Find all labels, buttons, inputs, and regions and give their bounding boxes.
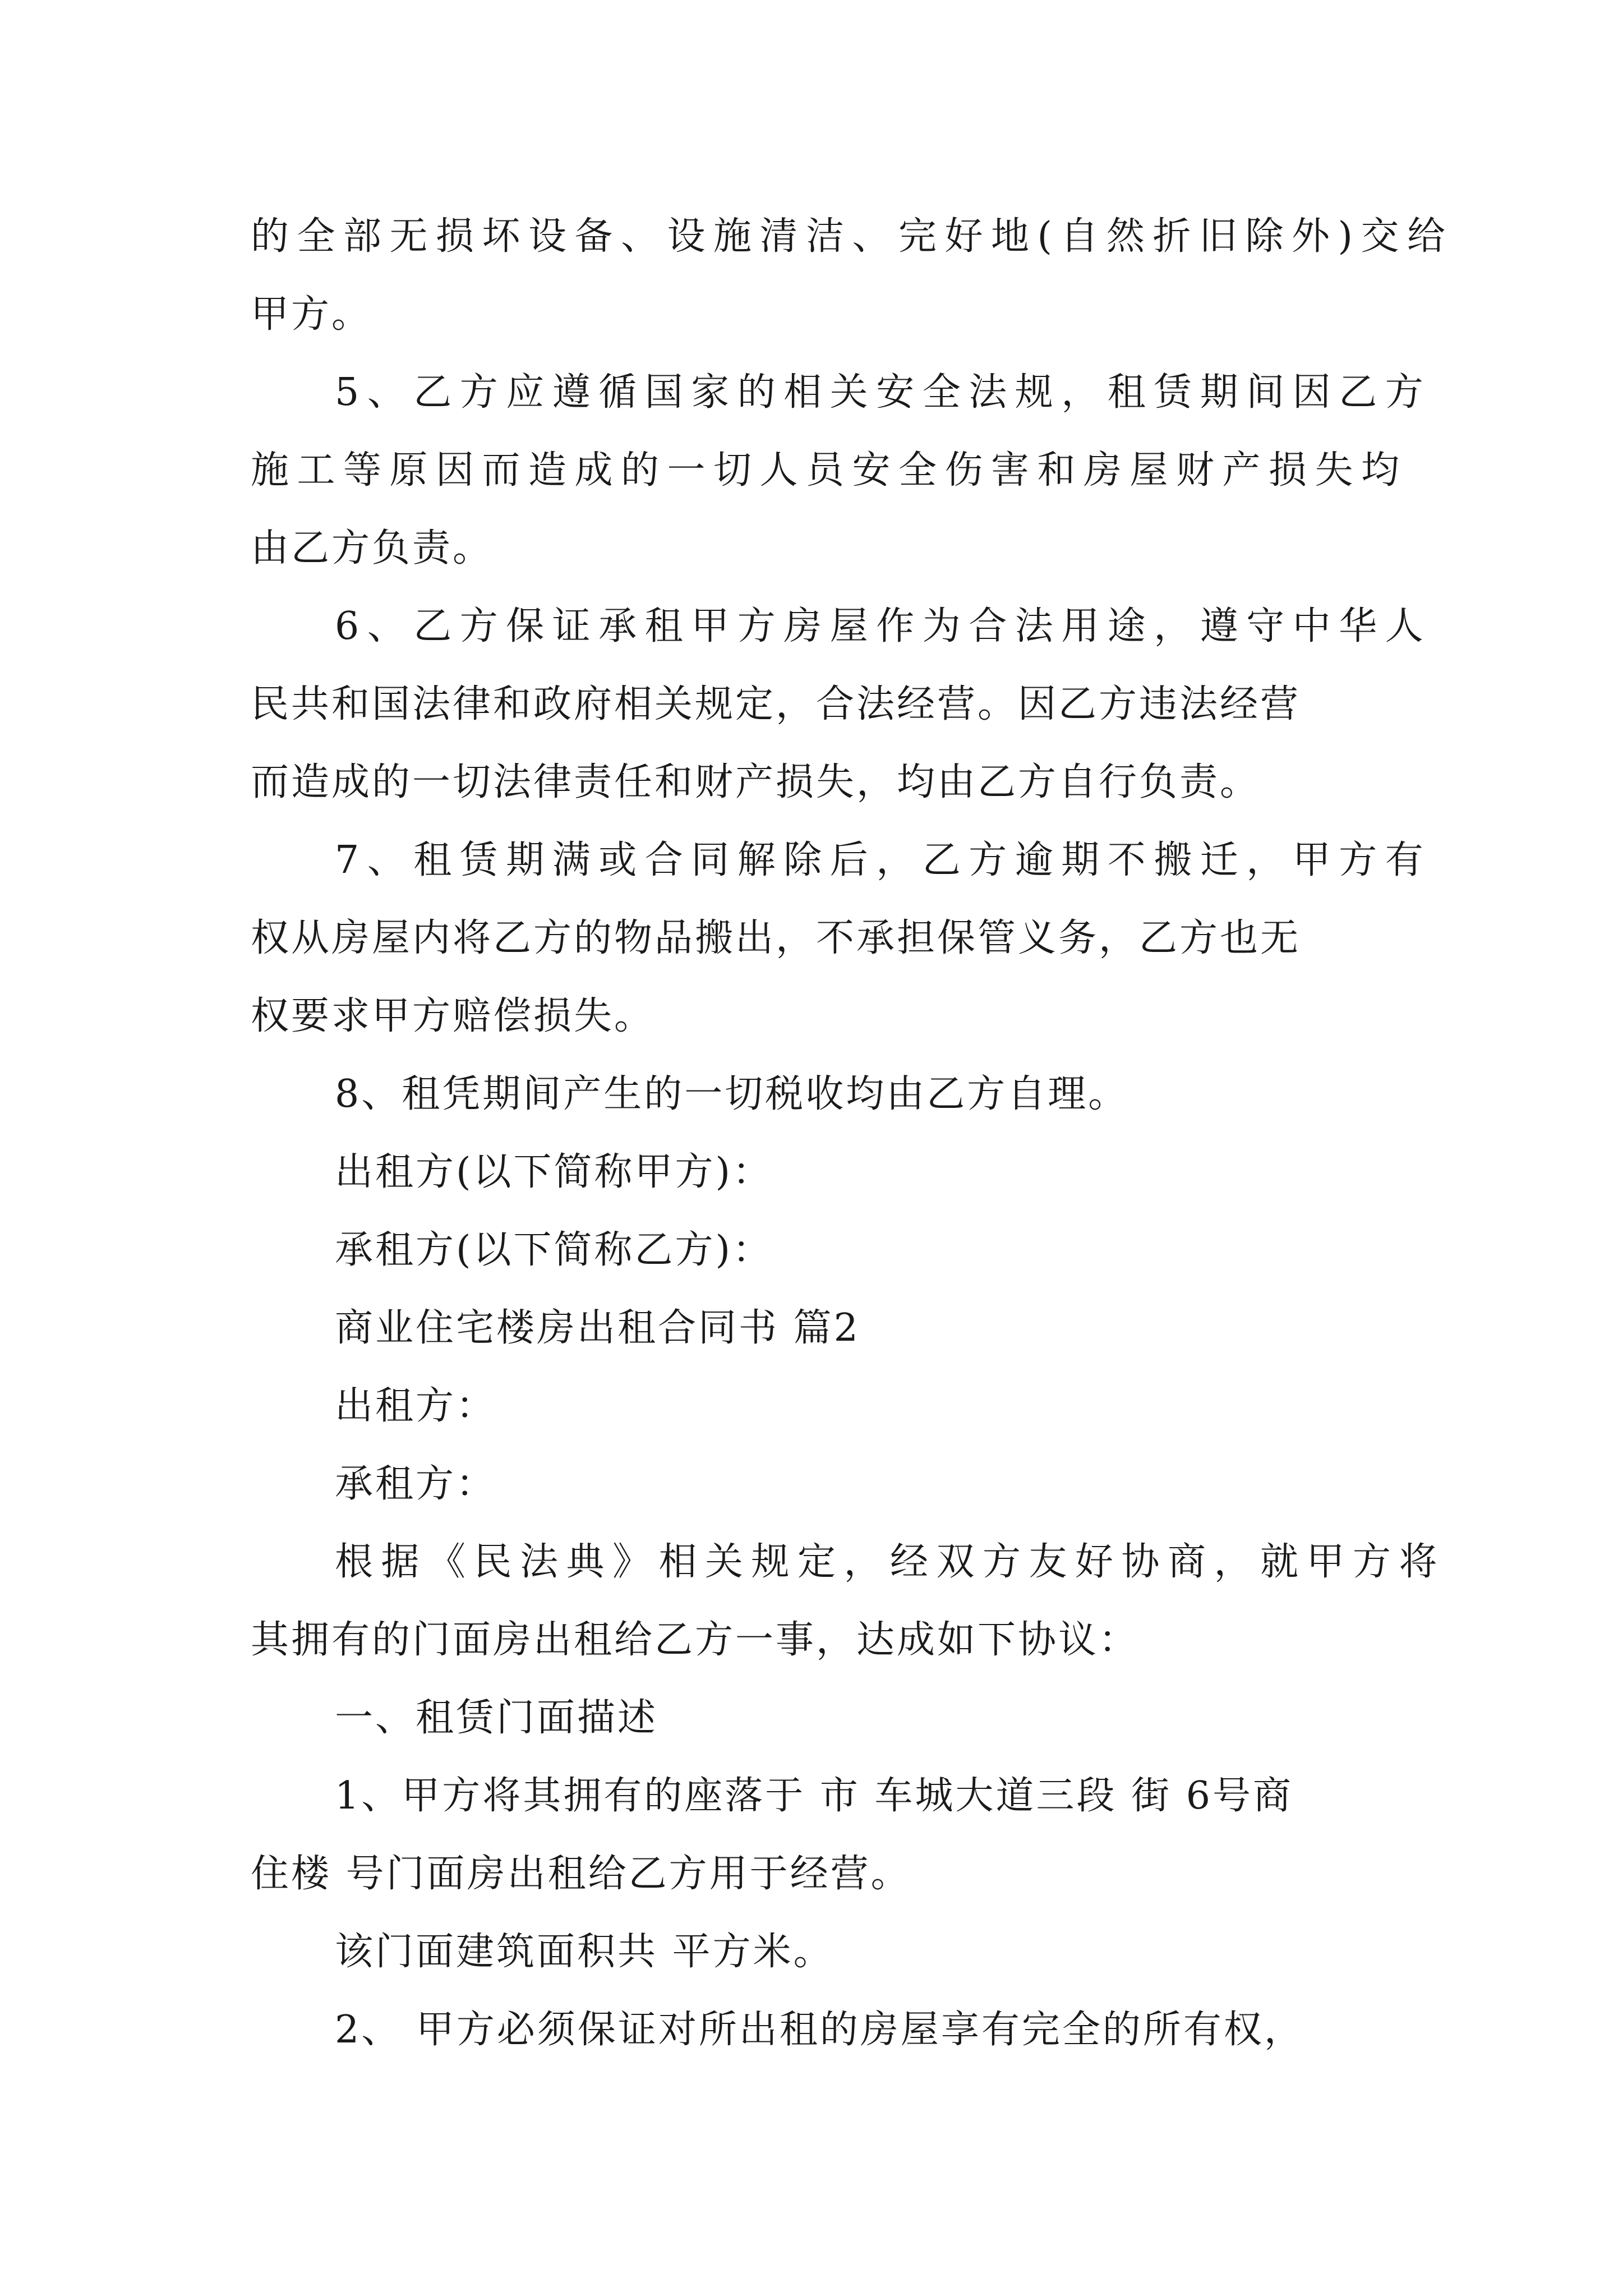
text-line: 住楼 号门面房出租给乙方用于经营。	[251, 1852, 911, 1896]
area-line: 该门面建筑面积共 平方米。	[335, 1930, 834, 1974]
text-line: 权要求甲方赔偿损失。	[251, 994, 655, 1038]
preamble-line: 根据《民法典》相关规定，经双方友好协商，就甲方将	[335, 1540, 1446, 1584]
paragraph-5-line: 5、乙方应遵循国家的相关安全法规，租赁期间因乙方	[335, 370, 1432, 415]
lessor-field: 出租方：	[335, 1384, 497, 1428]
text-line: 而造成的一切法律责任和财产损失，均由乙方自行负责。	[251, 760, 1261, 804]
lessor-label: 出租方(以下简称甲方)：	[335, 1150, 773, 1194]
clause-1-line: 1、甲方将其拥有的座落于 市 车城大道三段 街 6号商	[335, 1774, 1293, 1818]
paragraph-6-line: 6、乙方保证承租甲方房屋作为合法用途，遵守中华人	[335, 604, 1432, 648]
text-line: 权从房屋内将乙方的物品搬出，不承担保管义务，乙方也无	[251, 916, 1301, 960]
text-line: 民共和国法律和政府相关规定，合法经营。因乙方违法经营	[251, 682, 1301, 726]
clause-2-line: 2、 甲方必须保证对所出租的房屋享有完全的所有权，	[335, 2008, 1304, 2052]
paragraph-7-line: 7、租赁期满或合同解除后，乙方逾期不搬迁，甲方有	[335, 838, 1432, 882]
text-line: 其拥有的门面房出租给乙方一事，达成如下协议：	[251, 1618, 1140, 1662]
clause-heading: 一、租赁门面描述	[335, 1696, 658, 1740]
text-line: 的全部无损坏设备、设施清洁、完好地(自然折旧除外)交给	[251, 214, 1454, 259]
lessee-field: 承租方：	[335, 1462, 497, 1506]
text-line: 甲方。	[251, 292, 372, 337]
document-body	[251, 197, 1454, 2069]
paragraph-8-line: 8、租凭期间产生的一切税收均由乙方自理。	[335, 1072, 1129, 1116]
text-line: 由乙方负责。	[251, 526, 494, 570]
text-line: 施工等原因而造成的一切人员安全伤害和房屋财产损失均	[251, 448, 1408, 493]
lessee-label: 承租方(以下简称乙方)：	[335, 1228, 773, 1272]
section-heading: 商业住宅楼房出租合同书 篇2	[335, 1306, 860, 1350]
